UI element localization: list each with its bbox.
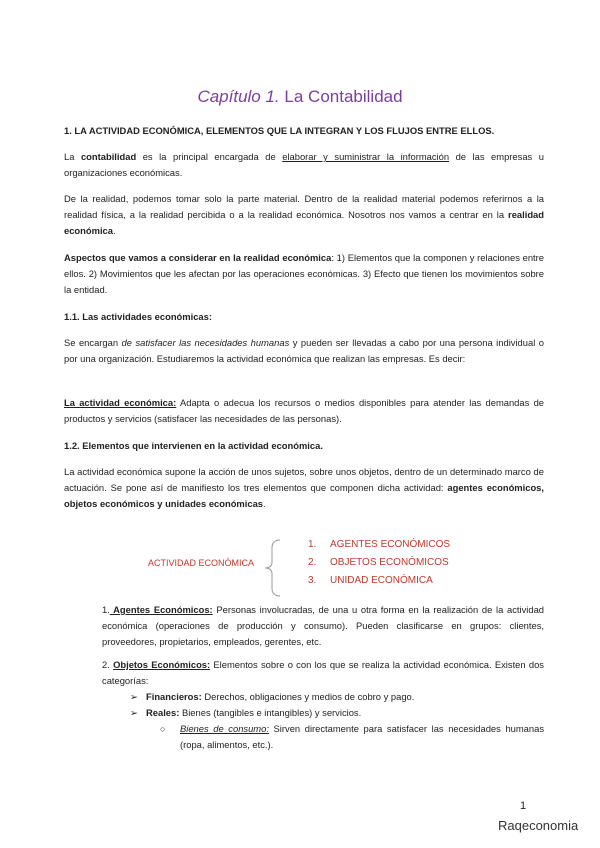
paragraph-agentes: 1. Agentes Económicos: Personas involucradas, de una u otra forma en la realización de la actividad económica (operaciones de producción y consumo). Pueden clasificarse en grupos: clientes, proveedores, propietarios, empleados, gerentes, etc.: [102, 604, 544, 647]
chapter-title: [0, 86, 600, 108]
paragraph-actividades: Se encargan de satisfacer las necesidades humanas y pueden ser llevadas a cabo por una persona individual o por una organización. Estudiaremos la actividad económica que realizan las empresas. Es decir:: [64, 337, 544, 364]
paragraph-definicion: La actividad económica: Adapta o adecua los recursos o medios disponibles para atender las demandas de productos y servicios (satisfacer las necesidades de las personas).: [64, 397, 544, 424]
circle-bullet-icon: ○: [160, 724, 166, 734]
section-heading-1: 1. LA ACTIVIDAD ECONÓMICA, ELEMENTOS QUE LA INTEGRAN Y LOS FLUJOS ENTRE ELLOS.: [64, 125, 495, 136]
chapter-number: Capítulo 1.: [197, 87, 280, 106]
paragraph-realidad: De la realidad, podemos tomar solo la parte material. Dentro de la realidad material podemos referirnos a la realidad física, a la realidad percibida o a la realidad económica. Nosotros nos vamos a centrar en la realidad económica.: [64, 193, 544, 236]
paragraph-aspectos: Aspectos que vamos a considerar en la realidad económica: 1) Elementos que la componen y relaciones entre ellos. 2) Movimientos que les afectan por las operaciones económicas. 3) Efecto que tienen los movimientos sobre la entidad.: [64, 252, 544, 295]
diagram-item: 3. UNIDAD ECONÓMICA: [308, 575, 433, 586]
list-subitem: Bienes de consumo: Sirven directamente para satisfacer las necesidades humanas (ropa, alimentos, etc.).: [180, 723, 545, 750]
brace-icon: [262, 538, 282, 598]
list-item: ➢ Financieros: Derechos, obligaciones y medios de cobro y pago.: [130, 689, 414, 705]
diagram-list: [308, 536, 450, 590]
diagram-item: 2. OBJETOS ECONÓMICOS: [308, 557, 449, 568]
paragraph-contabilidad: La contabilidad es la principal encargada de elaborar y suministrar la información de las empresas u organizaciones económicas.: [64, 151, 544, 178]
subsection-heading-1-2: 1.2. Elementos que intervienen en la actividad económica.: [64, 440, 323, 451]
brand-footer: Raqeconomia: [498, 818, 579, 833]
list-item: ➢ Reales: Bienes (tangibles e intangibles) y servicios.: [130, 705, 361, 721]
arrow-bullet-icon: ➢: [130, 707, 138, 718]
subsection-heading-1-1: 1.1. Las actividades económicas:: [64, 311, 212, 322]
paragraph-objetos: 2. Objetos Económicos: Elementos sobre o con los que se realiza la actividad económica. Existen dos categorías:: [102, 659, 544, 686]
page-number: 1: [520, 800, 527, 812]
diagram-label: ACTIVIDAD ECONÓMICA: [148, 558, 255, 568]
arrow-bullet-icon: ➢: [130, 691, 138, 702]
paragraph-elementos: La actividad económica supone la acción de unos sujetos, sobre unos objetos, dentro de un determinado marco de actuación. Se pone así de manifiesto los tres elementos que componen dicha actividad: agentes económicos, objetos económicos y unidades económicas.: [64, 466, 545, 509]
chapter-name: La Contabilidad: [284, 87, 403, 106]
diagram-item: 1. AGENTES ECONÓMICOS: [308, 539, 451, 550]
